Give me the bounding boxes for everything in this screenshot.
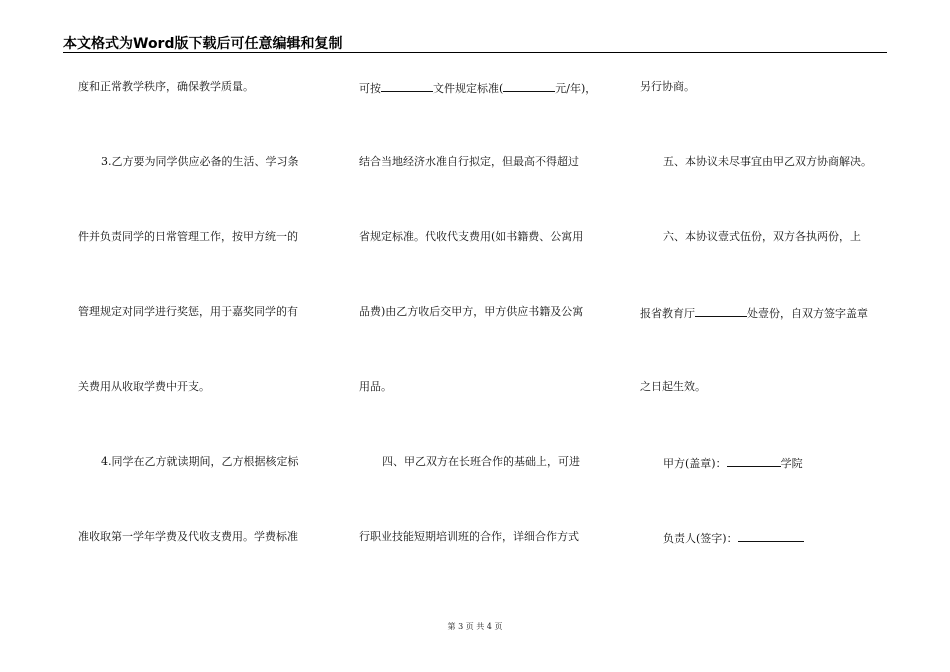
middle-line-2: 结合当地经济水准自行拟定，但最高不得超过 [359,155,579,168]
fee-amount-blank [503,80,555,92]
header-divider [63,52,887,53]
left-line-6: 4.同学在乙方就读期间，乙方根据核定标 [101,455,299,468]
responsible-label: 负责人(签字)： [663,532,738,545]
right-line-4-prefix: 报省教育厅 [640,307,695,320]
right-line-1: 另行协商。 [640,80,695,93]
middle-line-7: 行职业技能短期培训班的合作，详细合作方式 [359,530,579,543]
left-line-4: 管理规定对同学进行奖惩，用于嘉奖同学的有 [78,305,298,318]
right-line-4 [640,305,868,321]
middle-line-6: 四、甲乙双方在长班合作的基础上，可进 [382,455,580,468]
right-line-5: 之日起生效。 [640,380,706,393]
middle-line-1-suffix: 元/年)， [555,82,597,95]
right-line-3: 六、本协议壹式伍份，双方各执两份，上 [663,230,861,243]
left-line-2: 3.乙方要为同学供应必备的生活、学习条 [101,155,299,168]
left-line-1: 度和正常教学秩序，确保教学质量。 [78,80,254,93]
party-a-label: 甲方(盖章)： [663,457,727,470]
responsible-signature-blank [738,530,804,542]
party-a-school-blank [727,455,781,467]
right-line-4-suffix: 处壹份，自双方签字盖章 [747,307,868,320]
page-number-footer: 第 3 页 共 4 页 [447,622,503,631]
document-header-title: 本文格式为Word版下载后可任意编辑和复制 [63,36,343,52]
middle-line-5: 用品。 [359,380,392,393]
right-line-2: 五、本协议未尽事宜由甲乙双方协商解决。 [663,155,872,168]
middle-line-1 [359,80,596,96]
left-line-3: 件并负责同学的日常管理工作，按甲方统一的 [78,230,298,243]
standard-document-blank [381,80,433,92]
middle-line-3: 省规定标准。代收代支费用(如书籍费、公寓用 [359,230,584,243]
left-line-5: 关费用从收取学费中开支。 [78,380,210,393]
education-office-blank [695,305,747,317]
middle-line-1-mid: 文件规定标准( [433,82,504,95]
party-a-suffix: 学院 [780,457,803,470]
middle-line-1-prefix: 可按 [359,82,381,95]
responsible-signature-line [663,530,804,546]
party-a-seal-line [663,455,803,471]
middle-line-4: 品费)由乙方收后交甲方，甲方供应书籍及公寓 [359,305,584,318]
left-line-7: 准收取第一学年学费及代收支费用。学费标准 [78,530,298,543]
